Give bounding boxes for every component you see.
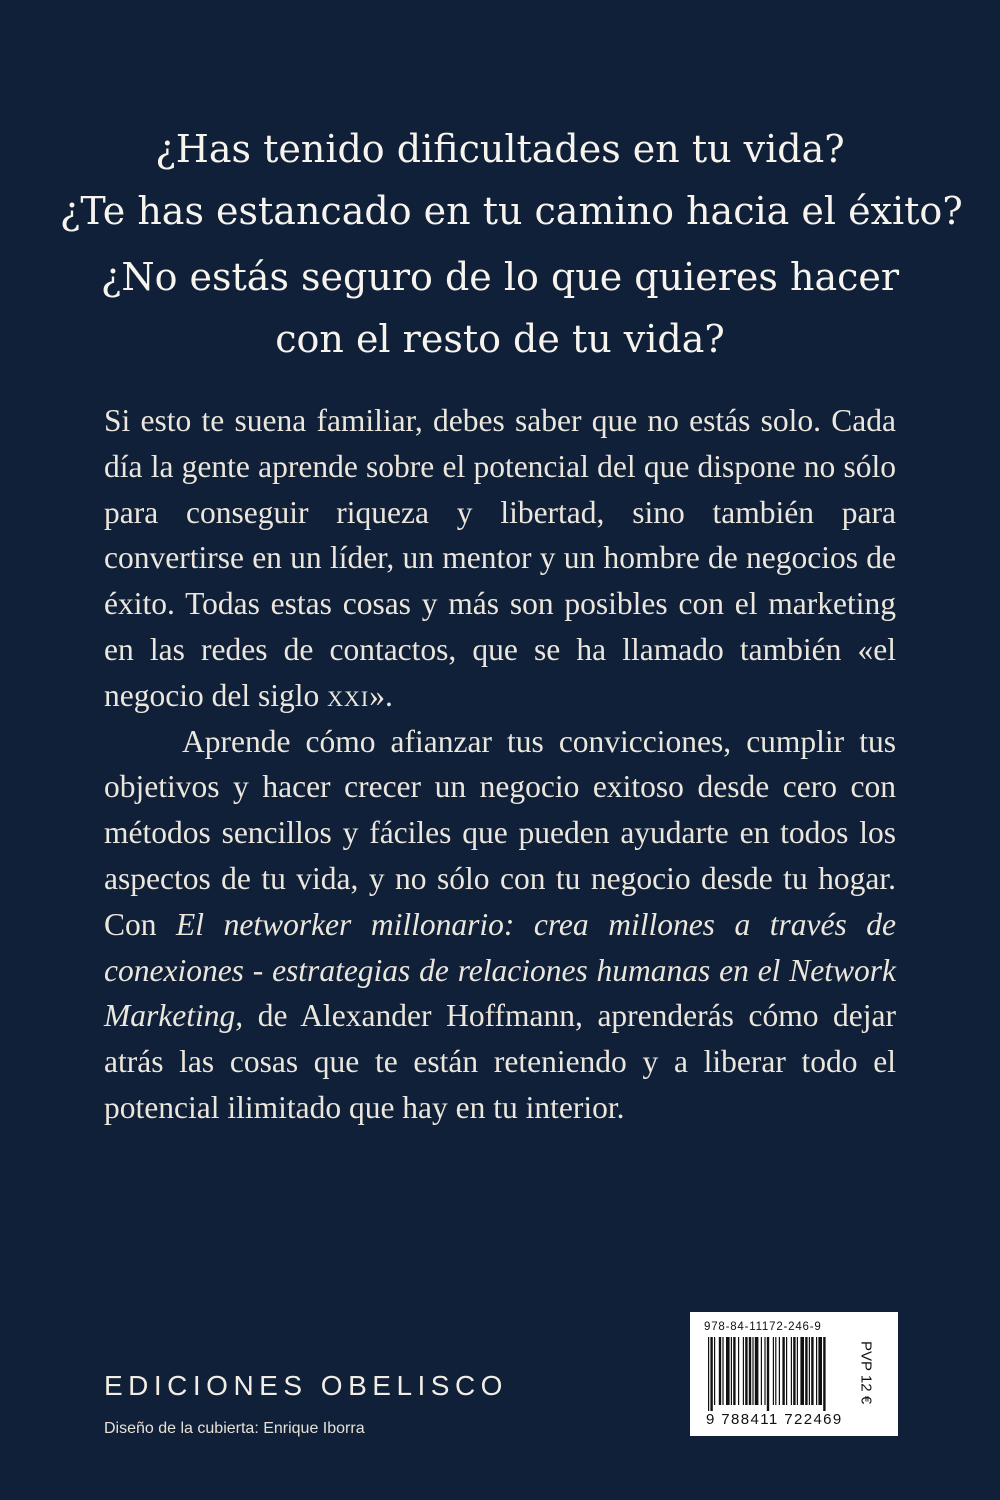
barcode-bar bbox=[733, 1337, 735, 1405]
century-numeral: xxi bbox=[327, 677, 370, 713]
barcode-bar bbox=[722, 1337, 723, 1405]
barcode-bar bbox=[791, 1337, 792, 1405]
barcode-bar bbox=[800, 1337, 804, 1405]
cover-designer-credit: Diseño de la cubierta: Enrique Iborra bbox=[104, 1420, 365, 1437]
paragraph-text: Si esto te suena familiar, debes saber que no estás solo. Cada día la gente aprende sobre el potencial del que dispone no sólo para conseguir riqueza y libertad, sino también para convertirse en un líder, un mentor y un hombre de negocios de éxito. Todas estas cosas y más son posibles con el marketing en las redes de contactos, que se ha llamado también «el negocio del siglo bbox=[104, 403, 896, 713]
isbn-text: 978-84-11172-246-9 bbox=[704, 1321, 822, 1333]
barcode-icon bbox=[708, 1337, 858, 1411]
paragraph-end: ». bbox=[369, 677, 393, 713]
barcode-bar bbox=[726, 1337, 730, 1405]
barcode-bar bbox=[710, 1337, 712, 1411]
barcode-bar bbox=[775, 1337, 776, 1405]
ean-digits: 9 788411 722469 bbox=[706, 1411, 843, 1428]
paragraph-text: Aprende cómo afianzar tus convicciones, cumplir tus objetivos y hacer crecer un negocio exitoso desde cero con métodos sencillos y fáciles que pueden ayudarte en todos los aspectos de tu vida, y no sólo con tu negocio desde tu hogar. Con bbox=[104, 723, 896, 942]
blurb-paragraph-2 bbox=[104, 719, 896, 1131]
barcode-bar bbox=[755, 1337, 759, 1405]
barcode-bar bbox=[782, 1337, 784, 1405]
barcode-label bbox=[690, 1312, 898, 1436]
barcode-bar bbox=[749, 1337, 751, 1405]
question-line: ¿Has tenido dificultades en tu vida? bbox=[155, 127, 845, 171]
price-label: PVP 12 € bbox=[857, 1340, 875, 1405]
book-title: El networker millonario: crea millones a través de conexiones - estrategias de relaciones humanas en el Network Marketing, bbox=[104, 906, 896, 1034]
barcode-bar bbox=[708, 1337, 709, 1411]
barcode-bar bbox=[805, 1337, 807, 1405]
blurb bbox=[104, 398, 896, 1131]
barcode-bar bbox=[761, 1337, 762, 1405]
publisher-name: EDICIONES OBELISCO bbox=[104, 1370, 508, 1401]
barcode-bar bbox=[767, 1337, 769, 1411]
barcode-bar bbox=[809, 1337, 810, 1405]
barcode-bar bbox=[714, 1337, 715, 1405]
question-line: ¿Te has estancado en tu camino hacia el éxito? bbox=[60, 189, 963, 233]
question-line: con el resto de tu vida? bbox=[275, 317, 725, 361]
barcode-bar bbox=[797, 1337, 798, 1405]
barcode-bar bbox=[719, 1337, 721, 1405]
barcode-bar bbox=[745, 1337, 747, 1405]
barcode-bar bbox=[773, 1337, 774, 1405]
paragraph-text: de Alexander Hoffmann, aprenderás cómo dejar atrás las cosas que te están reteniendo y a liberar todo el potencial ilimitado que hay en tu interior. bbox=[104, 998, 896, 1125]
barcode-bar bbox=[811, 1337, 813, 1405]
barcode-bar bbox=[764, 1337, 765, 1405]
barcode-bar bbox=[752, 1337, 753, 1405]
barcode-bar bbox=[816, 1337, 817, 1405]
question-block bbox=[60, 118, 963, 370]
barcode-bar bbox=[818, 1337, 822, 1405]
barcode-bar bbox=[731, 1337, 732, 1405]
barcode-bar bbox=[779, 1337, 780, 1405]
blurb-paragraph-1 bbox=[104, 398, 896, 719]
question-line: ¿No estás seguro de lo que quieres hacer bbox=[100, 255, 900, 299]
barcode-bar bbox=[738, 1337, 739, 1405]
barcode-bar bbox=[823, 1337, 825, 1411]
barcode-bar bbox=[793, 1337, 795, 1405]
barcode-bar bbox=[786, 1337, 787, 1405]
barcode-bar bbox=[743, 1337, 744, 1405]
